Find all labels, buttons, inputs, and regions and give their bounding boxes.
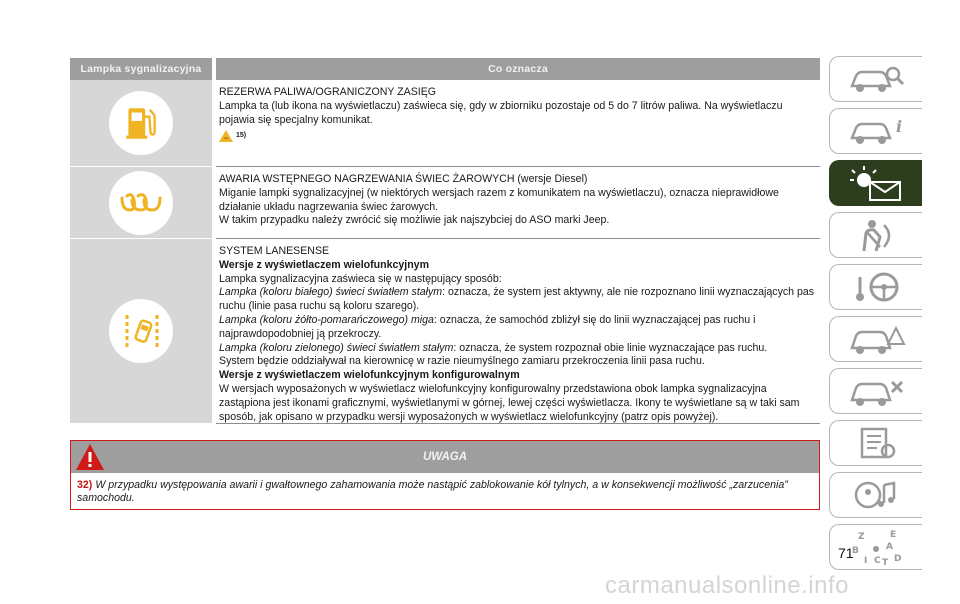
warning-lights-icon (844, 164, 908, 202)
svg-text:~: ~ (223, 134, 229, 143)
tab-safety[interactable] (829, 212, 922, 258)
tab-multimedia[interactable] (829, 472, 922, 518)
reference-number: 15) (236, 132, 247, 140)
car-search-icon (846, 62, 906, 96)
car-emergency-icon (846, 322, 906, 356)
row-text: Lampka (koloru żółto-pomarańczowego) miga: oznacza, że samochód zbliżył się do linii wyznaczającej pas ruchu i najprawdopodobniej ją przekroczy. (219, 313, 756, 340)
car-service-icon (846, 374, 906, 408)
row-text: Lampka (koloru zielonego) świeci światłem stałym: oznacza, że system rozpoznał obie linie wyznaczające pas ruchu. (219, 341, 768, 354)
tab-service[interactable] (829, 368, 922, 414)
description-cell (216, 239, 820, 423)
icon-cell (70, 167, 212, 238)
row-subheading: Wersje z wyświetlaczem wielofunkcyjnym konfigurowalnym (219, 369, 520, 382)
index-letter: T (882, 558, 889, 567)
tab-warning-lights[interactable] (829, 160, 922, 206)
row-title: SYSTEM LANESENSE (219, 245, 330, 257)
alphabetical-index-icon (846, 527, 906, 567)
warning-title: UWAGA (422, 451, 468, 463)
warning-text: W przypadku występowania awarii i gwałtownego zahamowania może nastąpić zablokowanie kół tylnych, a w konsekwencji możliwość „zarzucenia” samochodu. (77, 479, 788, 505)
steering-wheel-icon (846, 269, 906, 305)
index-letter: C (874, 556, 881, 566)
row-text: Lampka (koloru białego) świeci światłem stałym: oznacza, że system jest aktywny, ale nie rozpoznano linii wyznaczających pas ruchu (linie pasa ruchu są koloru szarego). (219, 286, 815, 313)
glow-plug-icon (109, 171, 173, 235)
row-title: REZERWA PALIWA/OGRANICZONY ZASIĘG (219, 86, 437, 98)
warning-number: 32) (77, 479, 93, 491)
warning-header (71, 441, 819, 473)
svg-text:i: i (896, 117, 903, 136)
fuel-pump-icon (109, 91, 173, 155)
tab-car-info[interactable] (829, 108, 922, 154)
row-text: W takim przypadku należy zwrócić się możliwie jak najszybciej do ASO marki Jeep. (219, 214, 610, 227)
danger-icon (75, 443, 105, 474)
car-info-icon (846, 114, 906, 148)
chapter-sidebar (829, 56, 922, 576)
watermark: carmanualsonline.info (605, 572, 849, 599)
caution-icon (219, 130, 233, 142)
tab-emergency[interactable] (829, 316, 922, 362)
warning-box (70, 440, 820, 510)
row-text: Lampka ta (lub ikona na wyświetlaczu) zaświeca się, gdy w zbiorniku pozostaje od 5 do 7 litrów paliwa. Na wyświetlaczu pojawia się specjalny komunikat. (219, 99, 783, 126)
lanesense-icon (109, 299, 173, 363)
icon-cell (70, 239, 212, 423)
warning-body (71, 473, 819, 506)
row-text: Lampka sygnalizacyjna zaświeca się w następujący sposób: (219, 272, 502, 285)
note-reference (219, 129, 246, 143)
row-text: Miganie lampki sygnalizacyjnej (w niektórych wersjach razem z komunikatem na wyświetlaczu), oznacza nieprawidłowe działanie układu nagrzewania świec żarowych. (219, 186, 779, 213)
index-letter: I (864, 556, 868, 566)
icon-cell (70, 80, 212, 166)
header-lamp: Lampka sygnalizacyjna (70, 58, 212, 80)
description-cell (216, 80, 820, 166)
index-letter: E (890, 530, 897, 540)
index-letter: Z (858, 532, 865, 542)
index-letter: A (886, 542, 893, 552)
row-text: W wersjach wyposażonych w wyświetlacz wielofunkcyjny konfigurowalny przedstawiona obok lampka sygnalizacyjna zastąpiona jest ikonami graficznymi, wyświetlanymi w górnej, lewej części wyświetlacza. Ikony te wyświetlane są w taki sam sposób, jak opisano w przypadku wersji wyposażonych w wyświetlacz wielofunkcyjny (patrz opis powyżej). (219, 382, 800, 423)
page-number: 71 (838, 545, 854, 561)
table-row (70, 239, 820, 423)
description-cell (216, 167, 820, 238)
technical-data-icon (846, 425, 906, 461)
tab-car-search[interactable] (829, 56, 922, 102)
index-letter: D (894, 554, 902, 564)
header-meaning: Co oznacza (216, 58, 820, 80)
tab-driving[interactable] (829, 264, 922, 310)
table-row (70, 80, 820, 166)
index-letter: B (852, 546, 859, 556)
row-text: System będzie oddziaływał na kierownicę w razie nieumyślnego zamiaru przekroczenia linii pasa ruchu. (219, 355, 705, 368)
multimedia-icon (846, 477, 906, 513)
tab-technical-data[interactable] (829, 420, 922, 466)
table-row (70, 167, 820, 238)
row-subheading: Wersje z wyświetlaczem wielofunkcyjnym (219, 258, 429, 271)
table-header (70, 58, 820, 80)
row-title: AWARIA WSTĘPNEGO NAGRZEWANIA ŚWIEC ŻAROWYCH (wersje Diesel) (219, 173, 588, 185)
warning-lights-table (70, 58, 820, 424)
seatbelt-safety-icon (846, 217, 906, 253)
